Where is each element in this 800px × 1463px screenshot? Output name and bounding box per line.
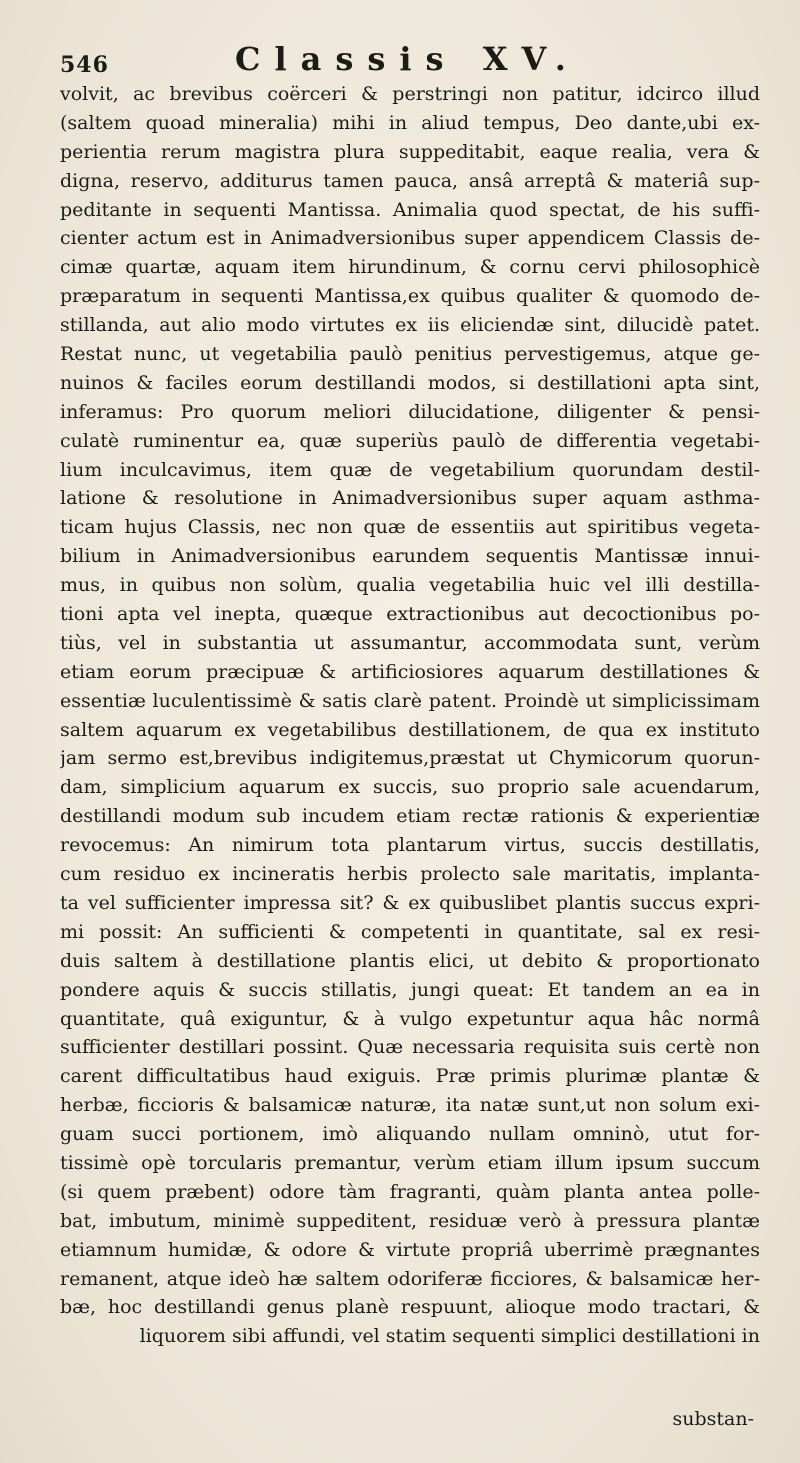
text-line: peditante in sequenti Mantissa. Animalia quod spectat, de his suffi- <box>60 198 760 221</box>
text-line: carent difficultatibus haud exiguis. Præ primis plurimæ plantæ & <box>60 1065 760 1088</box>
text-line: jam sermo est,brevibus indigitemus,præstat ut Chymicorum quorun- <box>60 747 760 770</box>
text-line: guam succi portionem, imò aliquando nullam omninò, utut for- <box>60 1123 760 1146</box>
text-line: tissimè opè torcularis premantur, verùm etiam illum ipsum succum <box>60 1151 760 1174</box>
text-line: (saltem quoad mineralia) mihi in aliud tempus, Deo dante,ubi ex- <box>60 111 760 134</box>
text-line: digna, reservo, additurus tamen pauca, ansâ arreptâ & materiâ sup- <box>60 169 760 192</box>
text-line: quantitate, quâ exiguntur, & à vulgo expetuntur aqua hâc normâ <box>60 1007 760 1030</box>
text-line: bilium in Animadversionibus earundem sequentis Mantissæ innui- <box>60 545 760 568</box>
text-line: mus, in quibus non solùm, qualia vegetabilia huic vel illi destilla- <box>60 574 760 597</box>
page-number: 546 <box>60 52 109 78</box>
text-line: inferamus: Pro quorum meliori dilucidatione, diligenter & pensi- <box>60 400 760 423</box>
text-line: tiùs, vel in substantia ut assumantur, accommodata sunt, verùm <box>60 631 760 654</box>
text-line: bat, imbutum, minimè suppeditent, residuæ verò à pressura plantæ <box>60 1209 760 1232</box>
text-line: tioni apta vel inepta, quæque extractionibus aut decoctionibus po- <box>60 603 760 626</box>
body-text <box>60 80 760 1351</box>
text-line: etiamnum humidæ, & odore & virtute propriâ uberrimè prægnantes <box>60 1238 760 1261</box>
text-line: duis saltem à destillatione plantis elici, ut debito & proportionato <box>60 949 760 972</box>
text-line: revocemus: An nimirum tota plantarum virtus, succis destillatis, <box>60 834 760 857</box>
text-line: culatè ruminentur ea, quæ superiùs paulò de differentia vegetabi- <box>60 429 760 452</box>
text-line: cimæ quartæ, aquam item hirundinum, & cornu cervi philosophicè <box>60 256 760 279</box>
text-line: cienter actum est in Animadversionibus super appendicem Classis de- <box>60 227 760 250</box>
text-line: lium inculcavimus, item quæ de vegetabilium quorundam destil- <box>60 458 760 481</box>
catchword: substan- <box>672 1408 754 1430</box>
text-line: præparatum in sequenti Mantissa,ex quibus qualiter & quomodo de- <box>60 285 760 308</box>
text-line: volvit, ac brevibus coërceri & perstringi non patitur, idcirco illud <box>60 83 760 105</box>
text-line: remanent, atque ideò hæ saltem odoriferæ ficciores, & balsamicæ her- <box>60 1267 760 1290</box>
text-line: destillandi modum sub incudem etiam rectæ rationis & experientiæ <box>60 805 760 828</box>
text-line: dam, simplicium aquarum ex succis, suo proprio sale acuendarum, <box>60 776 760 799</box>
text-line: nuinos & faciles eorum destillandi modos, si destillationi apta sint, <box>60 371 760 394</box>
text-line: saltem aquarum ex vegetabilibus destillationem, de qua ex instituto <box>60 718 760 741</box>
running-title: Classis XV. <box>235 40 580 78</box>
text-line: etiam eorum præcipuæ & artificiosiores aquarum destillationes & <box>60 660 760 683</box>
page-header <box>60 0 760 80</box>
text-line: Restat nunc, ut vegetabilia paulò penitius pervestigemus, atque ge- <box>60 343 760 366</box>
text-line: ta vel sufficienter impressa sit? & ex quibuslibet plantis succus expri- <box>60 891 760 914</box>
text-line: liquorem sibi affundi, vel statim sequenti simplici destillationi in <box>139 1325 760 1348</box>
text-line: (si quem præbent) odore tàm fragranti, quàm planta antea polle- <box>60 1180 760 1203</box>
text-line: stillanda, aut alio modo virtutes ex iis eliciendæ sint, dilucidè patet. <box>60 314 760 337</box>
text-line: herbæ, ficcioris & balsamicæ naturæ, ita natæ sunt,ut non solum exi- <box>60 1094 760 1117</box>
text-line: ticam hujus Classis, nec non quæ de essentiis aut spiritibus vegeta- <box>60 516 760 539</box>
text-line: mi possit: An sufficienti & competenti in quantitate, sal ex resi- <box>60 920 760 943</box>
text-line: latione & resolutione in Animadversionibus super aquam asthma- <box>60 487 760 510</box>
text-line: cum residuo ex incineratis herbis prolecto sale maritatis, implanta- <box>60 863 760 886</box>
text-line: sufficienter destillari possint. Quæ necessaria requisita suis certè non <box>60 1036 760 1059</box>
text-line: essentiæ luculentissimè & satis clarè patent. Proindè ut simplicissimam <box>60 689 760 712</box>
text-line: pondere aquis & succis stillatis, jungi queat: Et tandem an ea in <box>60 978 760 1001</box>
text-line: perientia rerum magistra plura suppeditabit, eaque realia, vera & <box>60 140 760 163</box>
text-line: bæ, hoc destillandi genus planè respuunt, alioque modo tractari, & <box>60 1296 760 1319</box>
